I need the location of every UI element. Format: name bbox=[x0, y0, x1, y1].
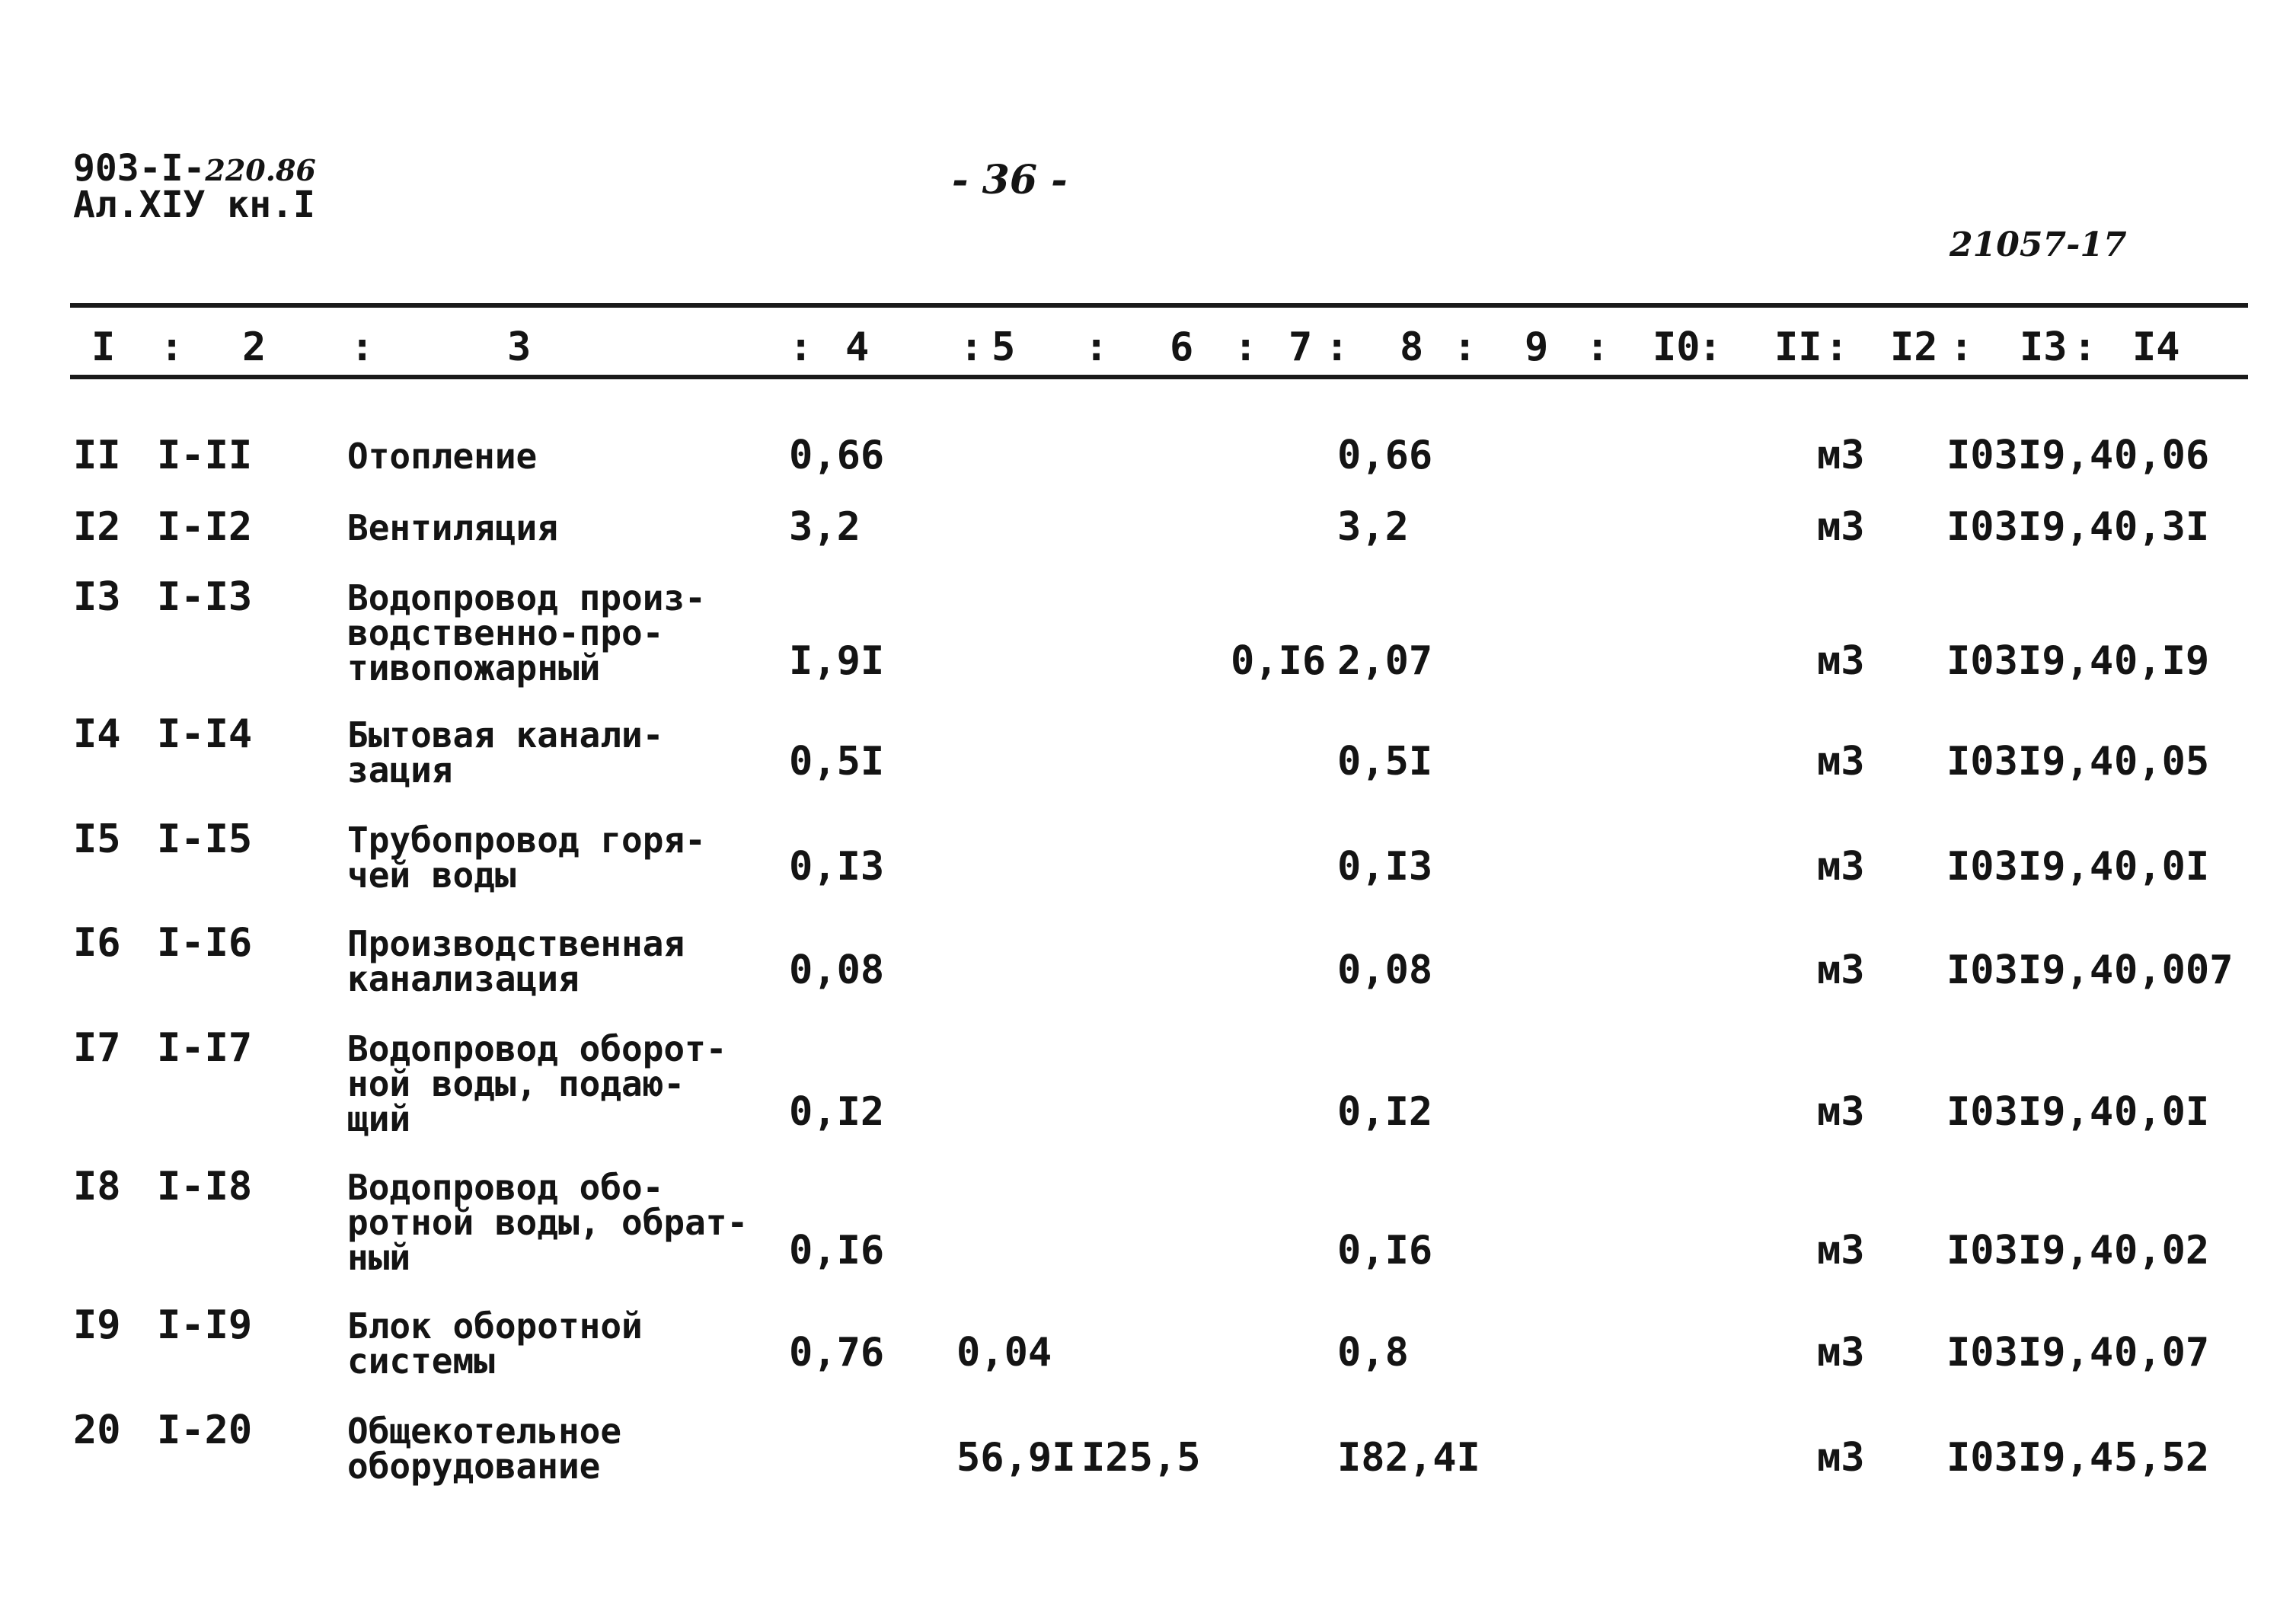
row-code: I-I3 bbox=[157, 574, 253, 620]
row-name-line: ротной воды, обрат- bbox=[347, 1202, 749, 1243]
column-separator: : bbox=[160, 324, 184, 370]
row-number: I5 bbox=[73, 816, 121, 862]
row-code: I-I9 bbox=[157, 1302, 253, 1348]
cell-unit: м3 bbox=[1817, 1228, 1865, 1273]
cell-c4: 0,5I bbox=[789, 739, 885, 784]
column-header: I bbox=[91, 324, 116, 370]
cell-c14: 0,I9 bbox=[2114, 638, 2210, 684]
column-header: I2 bbox=[1890, 324, 1938, 370]
row-number: I8 bbox=[73, 1164, 121, 1209]
column-separator: : bbox=[789, 324, 813, 370]
cell-c4: 0,I2 bbox=[789, 1089, 885, 1135]
cell-c8: 0,66 bbox=[1337, 433, 1433, 478]
cell-c4: 3,2 bbox=[789, 504, 861, 550]
row-name-line: чей воды bbox=[347, 855, 516, 896]
cell-c13: I03I9,4 bbox=[1946, 433, 2114, 478]
cell-c14: 0,07 bbox=[2114, 1330, 2210, 1376]
column-separator: : bbox=[350, 324, 375, 370]
row-name-line: Отопление bbox=[347, 436, 538, 477]
cell-c4: 0,I3 bbox=[789, 844, 885, 890]
cell-c5: 56,9I bbox=[956, 1435, 1076, 1481]
sheet-number: 21057-17 bbox=[1950, 225, 2127, 264]
cell-c5: 0,04 bbox=[956, 1330, 1052, 1376]
cell-c14: 0,05 bbox=[2114, 739, 2210, 784]
row-number: I4 bbox=[73, 711, 121, 757]
cell-c14: 0,06 bbox=[2114, 433, 2210, 478]
cell-unit: м3 bbox=[1817, 844, 1865, 890]
cell-unit: м3 bbox=[1817, 947, 1865, 993]
row-number: I6 bbox=[73, 920, 121, 966]
cell-c14: 0,0I bbox=[2114, 844, 2210, 890]
cell-c8: 0,I2 bbox=[1337, 1089, 1433, 1135]
row-number: 20 bbox=[73, 1408, 121, 1453]
row-code: I-I6 bbox=[157, 920, 253, 966]
column-separator: : bbox=[960, 324, 984, 370]
column-header: 9 bbox=[1525, 324, 1549, 370]
cell-c4: 0,08 bbox=[789, 947, 885, 993]
row-name-line: щий bbox=[347, 1098, 411, 1139]
row-name-line: Блок оборотной bbox=[347, 1305, 643, 1347]
cell-c8: 0,I3 bbox=[1337, 844, 1433, 890]
column-separator: : bbox=[1825, 324, 1849, 370]
column-header: 2 bbox=[242, 324, 267, 370]
column-header: I4 bbox=[2132, 324, 2180, 370]
row-name-line: оборудование bbox=[347, 1446, 601, 1487]
column-separator: : bbox=[1453, 324, 1477, 370]
cell-c13: I03I9,4 bbox=[1946, 1228, 2114, 1273]
row-name-line: канализация bbox=[347, 958, 580, 999]
column-header: 8 bbox=[1400, 324, 1424, 370]
cell-c13: I03I9,4 bbox=[1946, 504, 2114, 550]
table-top-rule bbox=[70, 303, 2248, 308]
cell-c8: 0,I6 bbox=[1337, 1228, 1433, 1273]
cell-c6: I25,5 bbox=[1081, 1435, 1201, 1481]
row-code: I-I4 bbox=[157, 711, 253, 757]
cell-c8: 2,07 bbox=[1337, 638, 1433, 684]
cell-unit: м3 bbox=[1817, 1089, 1865, 1135]
cell-c4: I,9I bbox=[789, 638, 885, 684]
row-code: I-II bbox=[157, 433, 253, 478]
row-name-line: водственно-про- bbox=[347, 612, 664, 653]
cell-unit: м3 bbox=[1817, 638, 1865, 684]
cell-c8: 0,8 bbox=[1337, 1330, 1409, 1376]
row-name-line: ный bbox=[347, 1237, 411, 1278]
column-header: 4 bbox=[845, 324, 870, 370]
cell-unit: м3 bbox=[1817, 433, 1865, 478]
row-number: II bbox=[73, 433, 121, 478]
row-name-line: ной воды, подаю- bbox=[347, 1063, 685, 1104]
row-name-line: тивопожарный bbox=[347, 647, 601, 689]
row-name-line: Производственная bbox=[347, 923, 685, 964]
column-separator: : bbox=[1084, 324, 1109, 370]
column-header: I3 bbox=[2020, 324, 2068, 370]
column-header: 3 bbox=[507, 324, 532, 370]
row-code: I-20 bbox=[157, 1408, 253, 1453]
column-header: 7 bbox=[1289, 324, 1313, 370]
cell-c4: 0,I6 bbox=[789, 1228, 885, 1273]
cell-c13: I03I9,4 bbox=[1946, 1089, 2114, 1135]
cell-c4: 0,66 bbox=[789, 433, 885, 478]
document-code bbox=[73, 147, 316, 190]
row-name-line: Трубопровод горя- bbox=[347, 820, 706, 861]
row-name-line: Бытовая канали- bbox=[347, 714, 664, 756]
row-name-line: Водопровод произ- bbox=[347, 577, 706, 618]
cell-unit: м3 bbox=[1817, 504, 1865, 550]
cell-c14: 5,52 bbox=[2114, 1435, 2210, 1481]
row-code: I-I2 bbox=[157, 504, 253, 550]
row-name-line: зация bbox=[347, 749, 453, 791]
cell-c13: I03I9,4 bbox=[1946, 947, 2114, 993]
column-header: I0 bbox=[1653, 324, 1700, 370]
cell-c8: 3,2 bbox=[1337, 504, 1409, 550]
row-number: I2 bbox=[73, 504, 121, 550]
cell-c13: I03I9,4 bbox=[1946, 1435, 2114, 1481]
cell-c14: 0,0I bbox=[2114, 1089, 2210, 1135]
document-code-printed: 903-I- bbox=[73, 147, 206, 190]
document-section: Ал.XIУ кн.I bbox=[73, 184, 315, 226]
column-separator: : bbox=[1698, 324, 1723, 370]
row-name-line: Водопровод обо- bbox=[347, 1167, 664, 1208]
row-name-line: Вентиляция bbox=[347, 507, 558, 548]
row-number: I7 bbox=[73, 1025, 121, 1071]
row-code: I-I5 bbox=[157, 816, 253, 862]
column-header: 5 bbox=[992, 324, 1016, 370]
row-name-line: Общекотельное bbox=[347, 1411, 622, 1452]
cell-c13: I03I9,4 bbox=[1946, 844, 2114, 890]
row-name-line: Водопровод оборот- bbox=[347, 1028, 727, 1069]
column-separator: : bbox=[1234, 324, 1258, 370]
cell-c13: I03I9,4 bbox=[1946, 1330, 2114, 1376]
cell-unit: м3 bbox=[1817, 1435, 1865, 1481]
table-header-rule bbox=[70, 375, 2248, 379]
cell-c4: 0,76 bbox=[789, 1330, 885, 1376]
cell-c13: I03I9,4 bbox=[1946, 739, 2114, 784]
cell-c14: 0,02 bbox=[2114, 1228, 2210, 1273]
cell-c8: 0,5I bbox=[1337, 739, 1433, 784]
row-name-line: системы bbox=[347, 1340, 495, 1382]
cell-c13: I03I9,4 bbox=[1946, 638, 2114, 684]
column-separator: : bbox=[2073, 324, 2097, 370]
column-separator: : bbox=[1325, 324, 1349, 370]
cell-c14: 0,007 bbox=[2114, 947, 2234, 993]
column-separator: : bbox=[1950, 324, 1974, 370]
cell-c7: 0,I6 bbox=[1231, 638, 1327, 684]
document-code-handwritten: 220.86 bbox=[205, 153, 316, 187]
cell-unit: м3 bbox=[1817, 739, 1865, 784]
row-number: I3 bbox=[73, 574, 121, 620]
page-number: - 36 - bbox=[952, 157, 1068, 203]
cell-unit: м3 bbox=[1817, 1330, 1865, 1376]
row-number: I9 bbox=[73, 1302, 121, 1348]
column-separator: : bbox=[1585, 324, 1610, 370]
column-header: 6 bbox=[1170, 324, 1194, 370]
cell-c14: 0,3I bbox=[2114, 504, 2210, 550]
column-header: II bbox=[1774, 324, 1822, 370]
cell-c8: 0,08 bbox=[1337, 947, 1433, 993]
cell-c8: I82,4I bbox=[1337, 1435, 1480, 1481]
row-code: I-I7 bbox=[157, 1025, 253, 1071]
row-code: I-I8 bbox=[157, 1164, 253, 1209]
